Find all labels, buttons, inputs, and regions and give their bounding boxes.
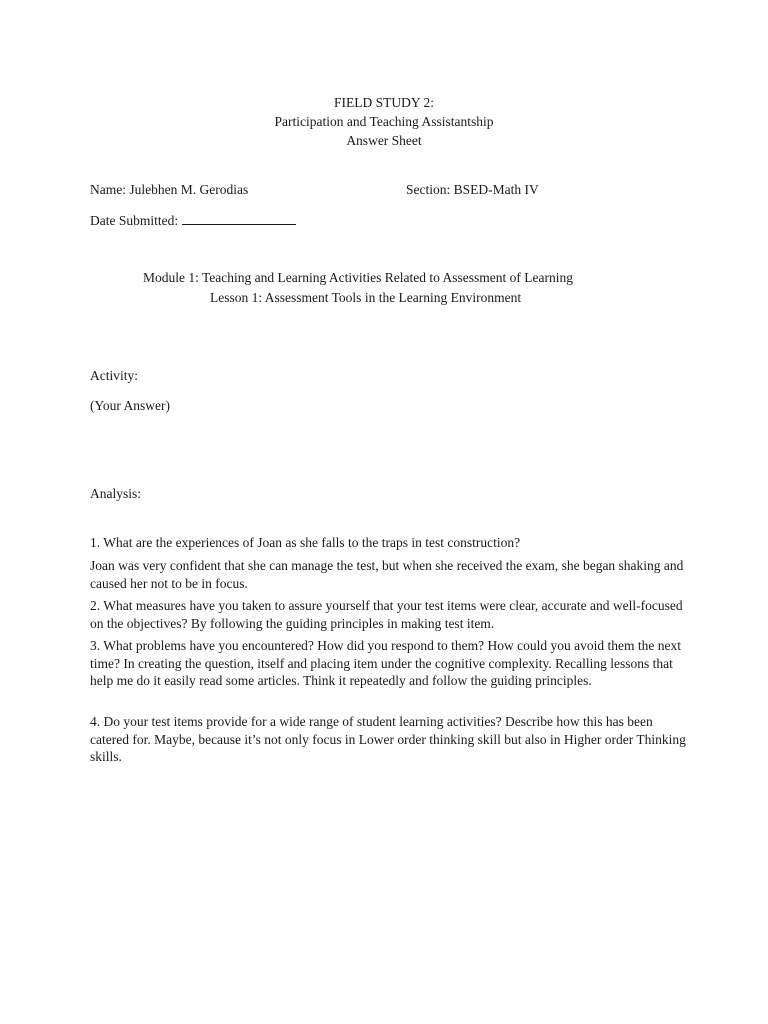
document-subtitle: Participation and Teaching Assistantship [274,114,494,129]
document-type: Answer Sheet [346,133,422,148]
analysis-question-1: 1. What are the experiences of Joan as she falls to the traps in test construction? [90,535,521,550]
student-name: Name: Julebhen M. Gerodias [90,182,249,197]
analysis-answer-1: Joan was very confident that she can manage the test, but when she received the exam, she began shaking and caused her not to be in focus. [90,558,684,591]
date-submitted-label: Date Submitted: [90,213,179,228]
analysis-heading: Analysis: [90,486,142,501]
analysis-question-3: 3. What problems have you encountered? How did you respond to them? How could you avoid them the next time? In creating the question, itself and placing item under the cognitive complexity. Recalling lessons that help me do it easily read some articles. Think it repeatedly and follow the guiding principles. [90,638,681,688]
analysis-question-4: 4. Do your test items provide for a wide range of student learning activities? Describe how this has been catered for. Maybe, because it’s not only focus in Lower order thinking skill but also in Higher order Thinking skills. [90,714,686,764]
activity-heading: Activity: [90,368,138,383]
student-section: Section: BSED-Math IV [406,182,539,197]
document-title: FIELD STUDY 2: [334,95,434,110]
module-line: Module 1: Teaching and Learning Activities Related to Assessment of Learning [143,270,573,285]
analysis-question-2: 2. What measures have you taken to assure yourself that your test items were clear, accurate and well-focused on the objectives? By following the guiding principles in making test item. [90,598,683,631]
date-submitted-row [90,212,296,229]
date-submitted-blank [182,212,296,225]
activity-answer: (Your Answer) [90,398,171,413]
lesson-line: Lesson 1: Assessment Tools in the Learning Environment [210,290,522,305]
